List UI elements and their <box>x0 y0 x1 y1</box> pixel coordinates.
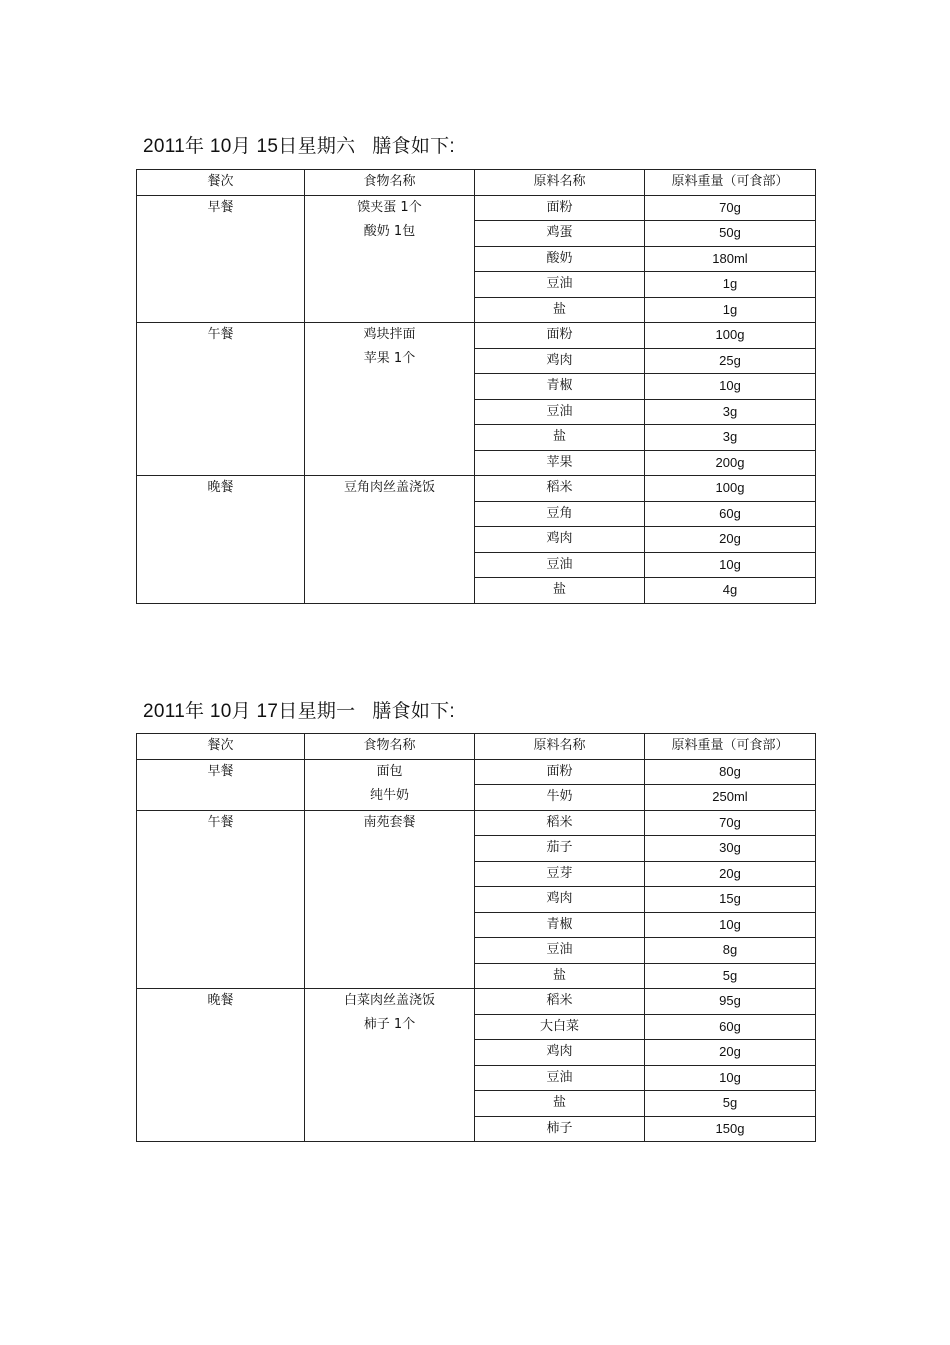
food-item: 纯牛奶 <box>369 787 409 803</box>
food-item: 馍夹蛋 1个 <box>357 199 422 215</box>
amount-cell: 80g <box>645 759 816 785</box>
amount-cell: 1g <box>645 297 816 323</box>
amount-cell: 180ml <box>645 246 816 272</box>
food-cell <box>305 195 475 323</box>
meal-name-cell: 早餐 <box>137 195 305 323</box>
meal-name-cell: 晚餐 <box>137 476 305 604</box>
table-row <box>137 810 816 836</box>
amount-cell: 25g <box>645 348 816 374</box>
amount-cell: 5g <box>645 963 816 989</box>
header-meal: 餐次 <box>137 170 305 196</box>
ingredient-cell: 鸡蛋 <box>475 221 645 247</box>
ingredient-cell: 面粉 <box>475 195 645 221</box>
ingredient-cell: 面粉 <box>475 759 645 785</box>
ingredient-cell: 豆油 <box>475 552 645 578</box>
meal-table-2 <box>136 733 816 1142</box>
food-item: 白菜肉丝盖浇饭 <box>343 993 435 1008</box>
header-weight: 原料重量（可食部） <box>645 170 816 196</box>
food-item: 鸡块拌面 <box>363 327 416 342</box>
ingredient-cell: 鸡肉 <box>475 887 645 913</box>
amount-cell: 95g <box>645 989 816 1015</box>
table-row <box>137 989 816 1015</box>
ingredient-cell: 盐 <box>475 963 645 989</box>
food-item: 南苑套餐 <box>363 814 416 830</box>
ingredient-cell: 鸡肉 <box>475 527 645 553</box>
food-item: 豆角肉丝盖浇饭 <box>343 480 435 495</box>
amount-cell: 10g <box>645 1065 816 1091</box>
table-row <box>137 323 816 349</box>
ingredient-cell: 苹果 <box>475 450 645 476</box>
meal-name-cell: 午餐 <box>137 323 305 476</box>
amount-cell: 100g <box>645 323 816 349</box>
amount-cell: 100g <box>645 476 816 502</box>
amount-cell: 60g <box>645 1014 816 1040</box>
table-row <box>137 759 816 785</box>
ingredient-cell: 青椒 <box>475 912 645 938</box>
ingredient-cell: 牛奶 <box>475 785 645 811</box>
ingredient-cell: 鸡肉 <box>475 348 645 374</box>
amount-cell: 50g <box>645 221 816 247</box>
table-row <box>137 476 816 502</box>
food-cell <box>305 989 475 1142</box>
amount-cell: 8g <box>645 938 816 964</box>
header-row <box>137 734 816 760</box>
ingredient-cell: 豆油 <box>475 399 645 425</box>
header-ingredient: 原料名称 <box>475 170 645 196</box>
ingredient-cell: 盐 <box>475 425 645 451</box>
amount-cell: 30g <box>645 836 816 862</box>
food-item: 面包 <box>376 763 403 779</box>
amount-cell: 20g <box>645 527 816 553</box>
ingredient-cell: 豆角 <box>475 501 645 527</box>
meal-name-cell: 晚餐 <box>137 989 305 1142</box>
section-title-2: 2011年 10月 17日星期一 膳食如下: <box>143 701 455 722</box>
header-food: 食物名称 <box>305 170 475 196</box>
amount-cell: 20g <box>645 1040 816 1066</box>
header-row <box>137 170 816 196</box>
amount-cell: 4g <box>645 578 816 604</box>
ingredient-cell: 柿子 <box>475 1116 645 1142</box>
ingredient-cell: 酸奶 <box>475 246 645 272</box>
amount-cell: 10g <box>645 374 816 400</box>
header-food: 食物名称 <box>305 734 475 760</box>
ingredient-cell: 稻米 <box>475 810 645 836</box>
ingredient-cell: 豆油 <box>475 938 645 964</box>
food-cell <box>305 759 475 810</box>
food-item: 柿子 1个 <box>363 1017 416 1032</box>
amount-cell: 60g <box>645 501 816 527</box>
amount-cell: 250ml <box>645 785 816 811</box>
ingredient-cell: 鸡肉 <box>475 1040 645 1066</box>
ingredient-cell: 面粉 <box>475 323 645 349</box>
meal-table-1 <box>136 169 816 604</box>
food-cell <box>305 323 475 476</box>
food-item: 酸奶 1包 <box>363 223 416 239</box>
ingredient-cell: 豆油 <box>475 272 645 298</box>
section-title-1: 2011年 10月 15日星期六 膳食如下: <box>143 136 455 157</box>
food-cell <box>305 476 475 604</box>
ingredient-cell: 稻米 <box>475 989 645 1015</box>
amount-cell: 20g <box>645 861 816 887</box>
header-ingredient: 原料名称 <box>475 734 645 760</box>
ingredient-cell: 青椒 <box>475 374 645 400</box>
food-cell <box>305 810 475 989</box>
amount-cell: 70g <box>645 195 816 221</box>
amount-cell: 200g <box>645 450 816 476</box>
amount-cell: 10g <box>645 552 816 578</box>
amount-cell: 70g <box>645 810 816 836</box>
ingredient-cell: 茄子 <box>475 836 645 862</box>
ingredient-cell: 盐 <box>475 1091 645 1117</box>
table-row <box>137 195 816 221</box>
ingredient-cell: 盐 <box>475 297 645 323</box>
amount-cell: 10g <box>645 912 816 938</box>
ingredient-cell: 稻米 <box>475 476 645 502</box>
amount-cell: 1g <box>645 272 816 298</box>
meal-name-cell: 午餐 <box>137 810 305 989</box>
ingredient-cell: 盐 <box>475 578 645 604</box>
ingredient-cell: 大白菜 <box>475 1014 645 1040</box>
header-meal: 餐次 <box>137 734 305 760</box>
header-weight: 原料重量（可食部） <box>645 734 816 760</box>
amount-cell: 15g <box>645 887 816 913</box>
amount-cell: 5g <box>645 1091 816 1117</box>
ingredient-cell: 豆芽 <box>475 861 645 887</box>
amount-cell: 3g <box>645 399 816 425</box>
amount-cell: 150g <box>645 1116 816 1142</box>
amount-cell: 3g <box>645 425 816 451</box>
meal-name-cell: 早餐 <box>137 759 305 810</box>
food-item: 苹果 1个 <box>363 351 416 366</box>
ingredient-cell: 豆油 <box>475 1065 645 1091</box>
